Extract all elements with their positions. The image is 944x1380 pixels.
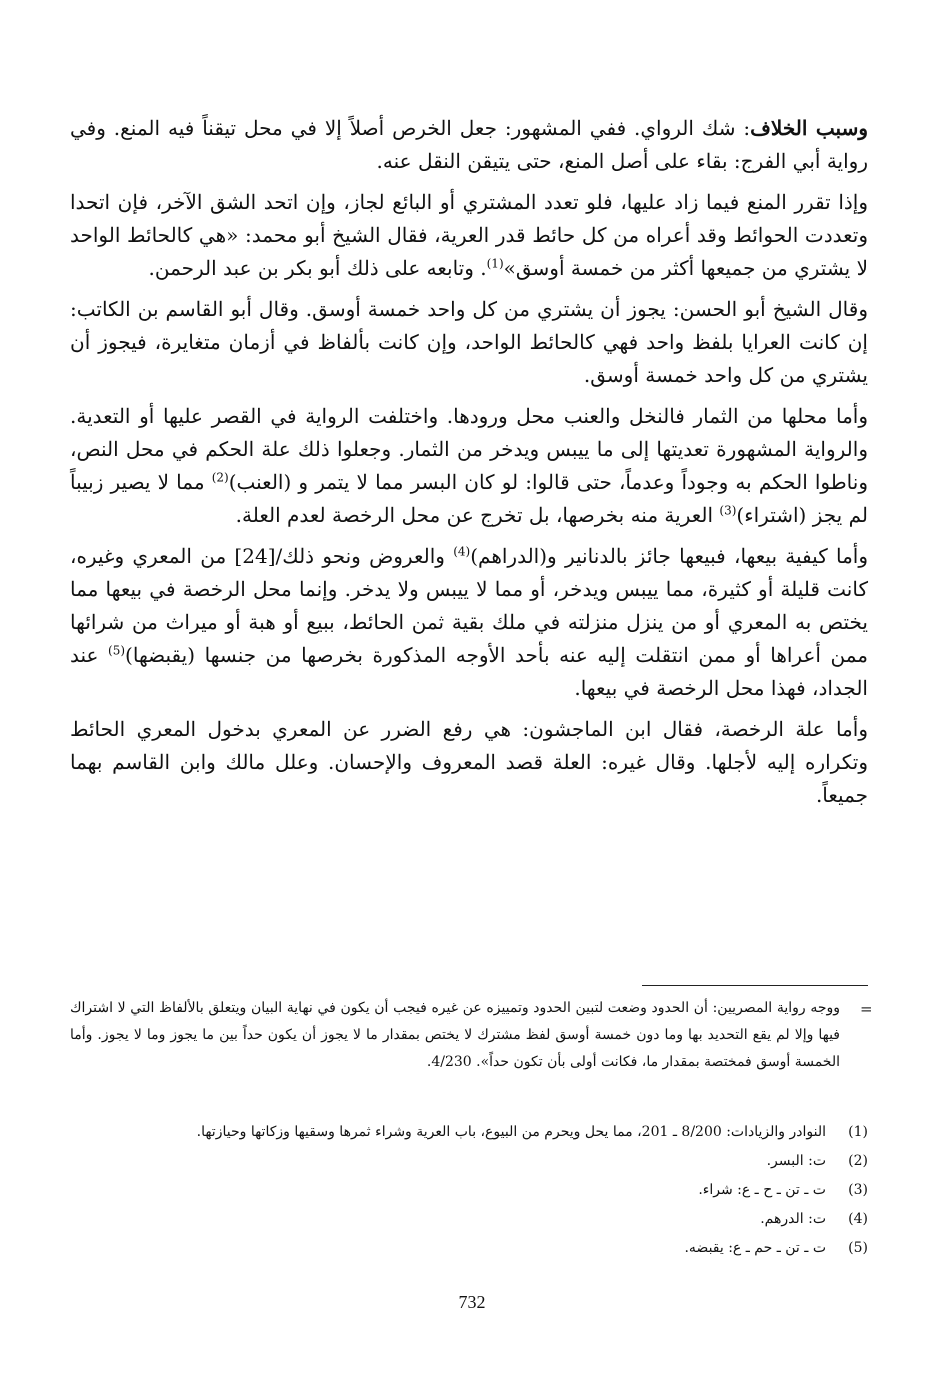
footnote-number: (1) [848,1124,868,1140]
footnote-text: ت: البسر. [766,1153,826,1169]
paragraph-text: وأما محلها من الثمار فالنخل والعنب محل ورودها. واختلفت الرواية في القصر عليها أو التعدية. والرواية المشهورة تعديتها إلى ما ييبس ويدخر من الثمار. وجعلوا ذلك علة الحكم في محل النص، وناطوا الحكم به وجوداً وعدماً، حتى قالوا: لو كان البسر مما لا يتمر و (العنب) [70,404,869,494]
paragraph-4 [70,400,868,532]
footnote-2 [70,1147,868,1176]
footnote-ref-5[interactable]: (5) [108,643,126,658]
paragraph-3 [70,293,868,392]
footnote-text: النوادر والزيادات: 8/200 ـ 201، مما يحل ويحرم من البيوع، باب العرية وشراء ثمرها وسقيها وزكاتها وحيازتها. [196,1124,826,1140]
paragraph-text: وإذا تقرر المنع فيما زاد عليها، فلو تعدد المشتري أو البائع لجاز، وإن اتحد الشق الآخر، فإن اتحدا وتعددت الحوائط وقد أعراه من كل حائط قدر العرية، فقال الشيخ أبو محمد: «هي كالحائط الواحد لا يشتري من جميعها أكثر من خمسة أوسق» [70,190,868,280]
paragraph-text: . وتابعه على ذلك أبو بكر بن عبد الرحمن. [148,256,487,280]
footnote-ref-2[interactable]: (2) [211,470,229,485]
footnote-text: ت: الدرهم. [760,1211,826,1227]
page-number: 732 [458,1292,486,1312]
footnote-1 [70,1118,868,1147]
paragraph-text: وأما علة الرخصة، فقال ابن الماجشون: هي رفع الضرر عن المعري بدخول المعري الحائط وتكراره إليه لأجلها. وقال غيره: العلة قصد المعروف والإحسان. وعلل مالك وابن القاسم بهما جميعاً. [70,717,868,807]
paragraph-text: وقال الشيخ أبو الحسن: يجوز أن يشتري من كل واحد خمسة أوسق. وقال أبو القاسم بن الكاتب: إن كانت العرايا بلفظ واحد فهي كالحائط الواحد، وإن كانت بألفاظ في أزمان متغايرة، فيجوز أن يشتري من كل واحد خمسة أوسق. [70,297,868,387]
paragraph-1 [70,112,868,178]
footnote-number: (5) [848,1240,868,1256]
paragraph-5 [70,540,868,705]
footnote-number: (3) [848,1182,868,1198]
continuation-marker: = [860,1000,873,1018]
footnote-continuation: ووجه رواية المصريين: أن الحدود وضعت لتبين الحدود وتمييزه عن غيره فيجب أن يكون في نهاية البيان ويتعلق بالألفاظ التي لا اشتراك فيها وإلا لم يقع التحديد بها وما دون خمسة أوسق لفظ مشترك لا يختص بمقدار ما لا يجوز أن يكون حداً بين ما يجوز وما لا يجوز. وأما الخمسة أوسق فمختصة بمقدار ما، فكانت أولى بأن تكون حداً». 4/230. [70,1000,840,1070]
paragraph-6 [70,713,868,812]
main-text [70,112,868,820]
paragraph-text: مما لا يصير زبيباً لم يجز (اشتراء) [70,470,868,527]
footnote-ref-1[interactable]: (1) [486,256,504,271]
footnote-divider [642,985,868,986]
footnote-4 [70,1205,868,1234]
footnote-number: (4) [848,1211,868,1227]
paragraph-2 [70,186,868,285]
footnote-5 [70,1234,868,1263]
paragraph-text: عند الجداد، فهذا محل الرخصة في بيعها. [70,643,868,700]
paragraph-lead: وسبب الخلاف [750,116,868,140]
paragraph-text: والعروض ونحو ذلك/[24] من المعري وغيره، كانت قليلة أو كثيرة، مما ييبس ويدخر، أو مما لا ييبس ولا يدخر. وإنما محل الرخصة في بيعها مما يختص به المعري أو من ينزل منزلته في ملك بقية ثمن الحائط، ببيع أو هبة أو ميراث من شرائها ممن أعراها أو ممن انتقلت إليه عنه بأحد الأوجه المذكورة بخرصها من جنسها (يقبضها) [70,544,868,667]
paragraph-text: العرية منه بخرصها، بل تخرج عن محل الرخصة لعدم العلة. [235,503,720,527]
paragraph-text: وأما كيفية بيعها، فبيعها جائز بالدنانير و(الدراهم) [470,544,869,568]
footnote-text: ت ـ تن ـ ح ـ ع: شراء. [698,1182,826,1198]
footnote-text: ت ـ تن ـ حم ـ ع: يقبضه. [684,1240,826,1256]
footnote-list [70,1118,868,1263]
footnote-ref-3[interactable]: (3) [719,503,737,518]
footnote-number: (2) [848,1153,868,1169]
footnote-3 [70,1176,868,1205]
footnote-ref-4[interactable]: (4) [453,544,471,559]
paragraph-text: : شك الرواي. ففي المشهور: جعل الخرص أصلاً إلا في محل تيقناً فيه المنع. وفي رواية أبي الفرج: بقاء على أصل المنع، حتى يتيقن النقل عنه. [70,116,868,173]
